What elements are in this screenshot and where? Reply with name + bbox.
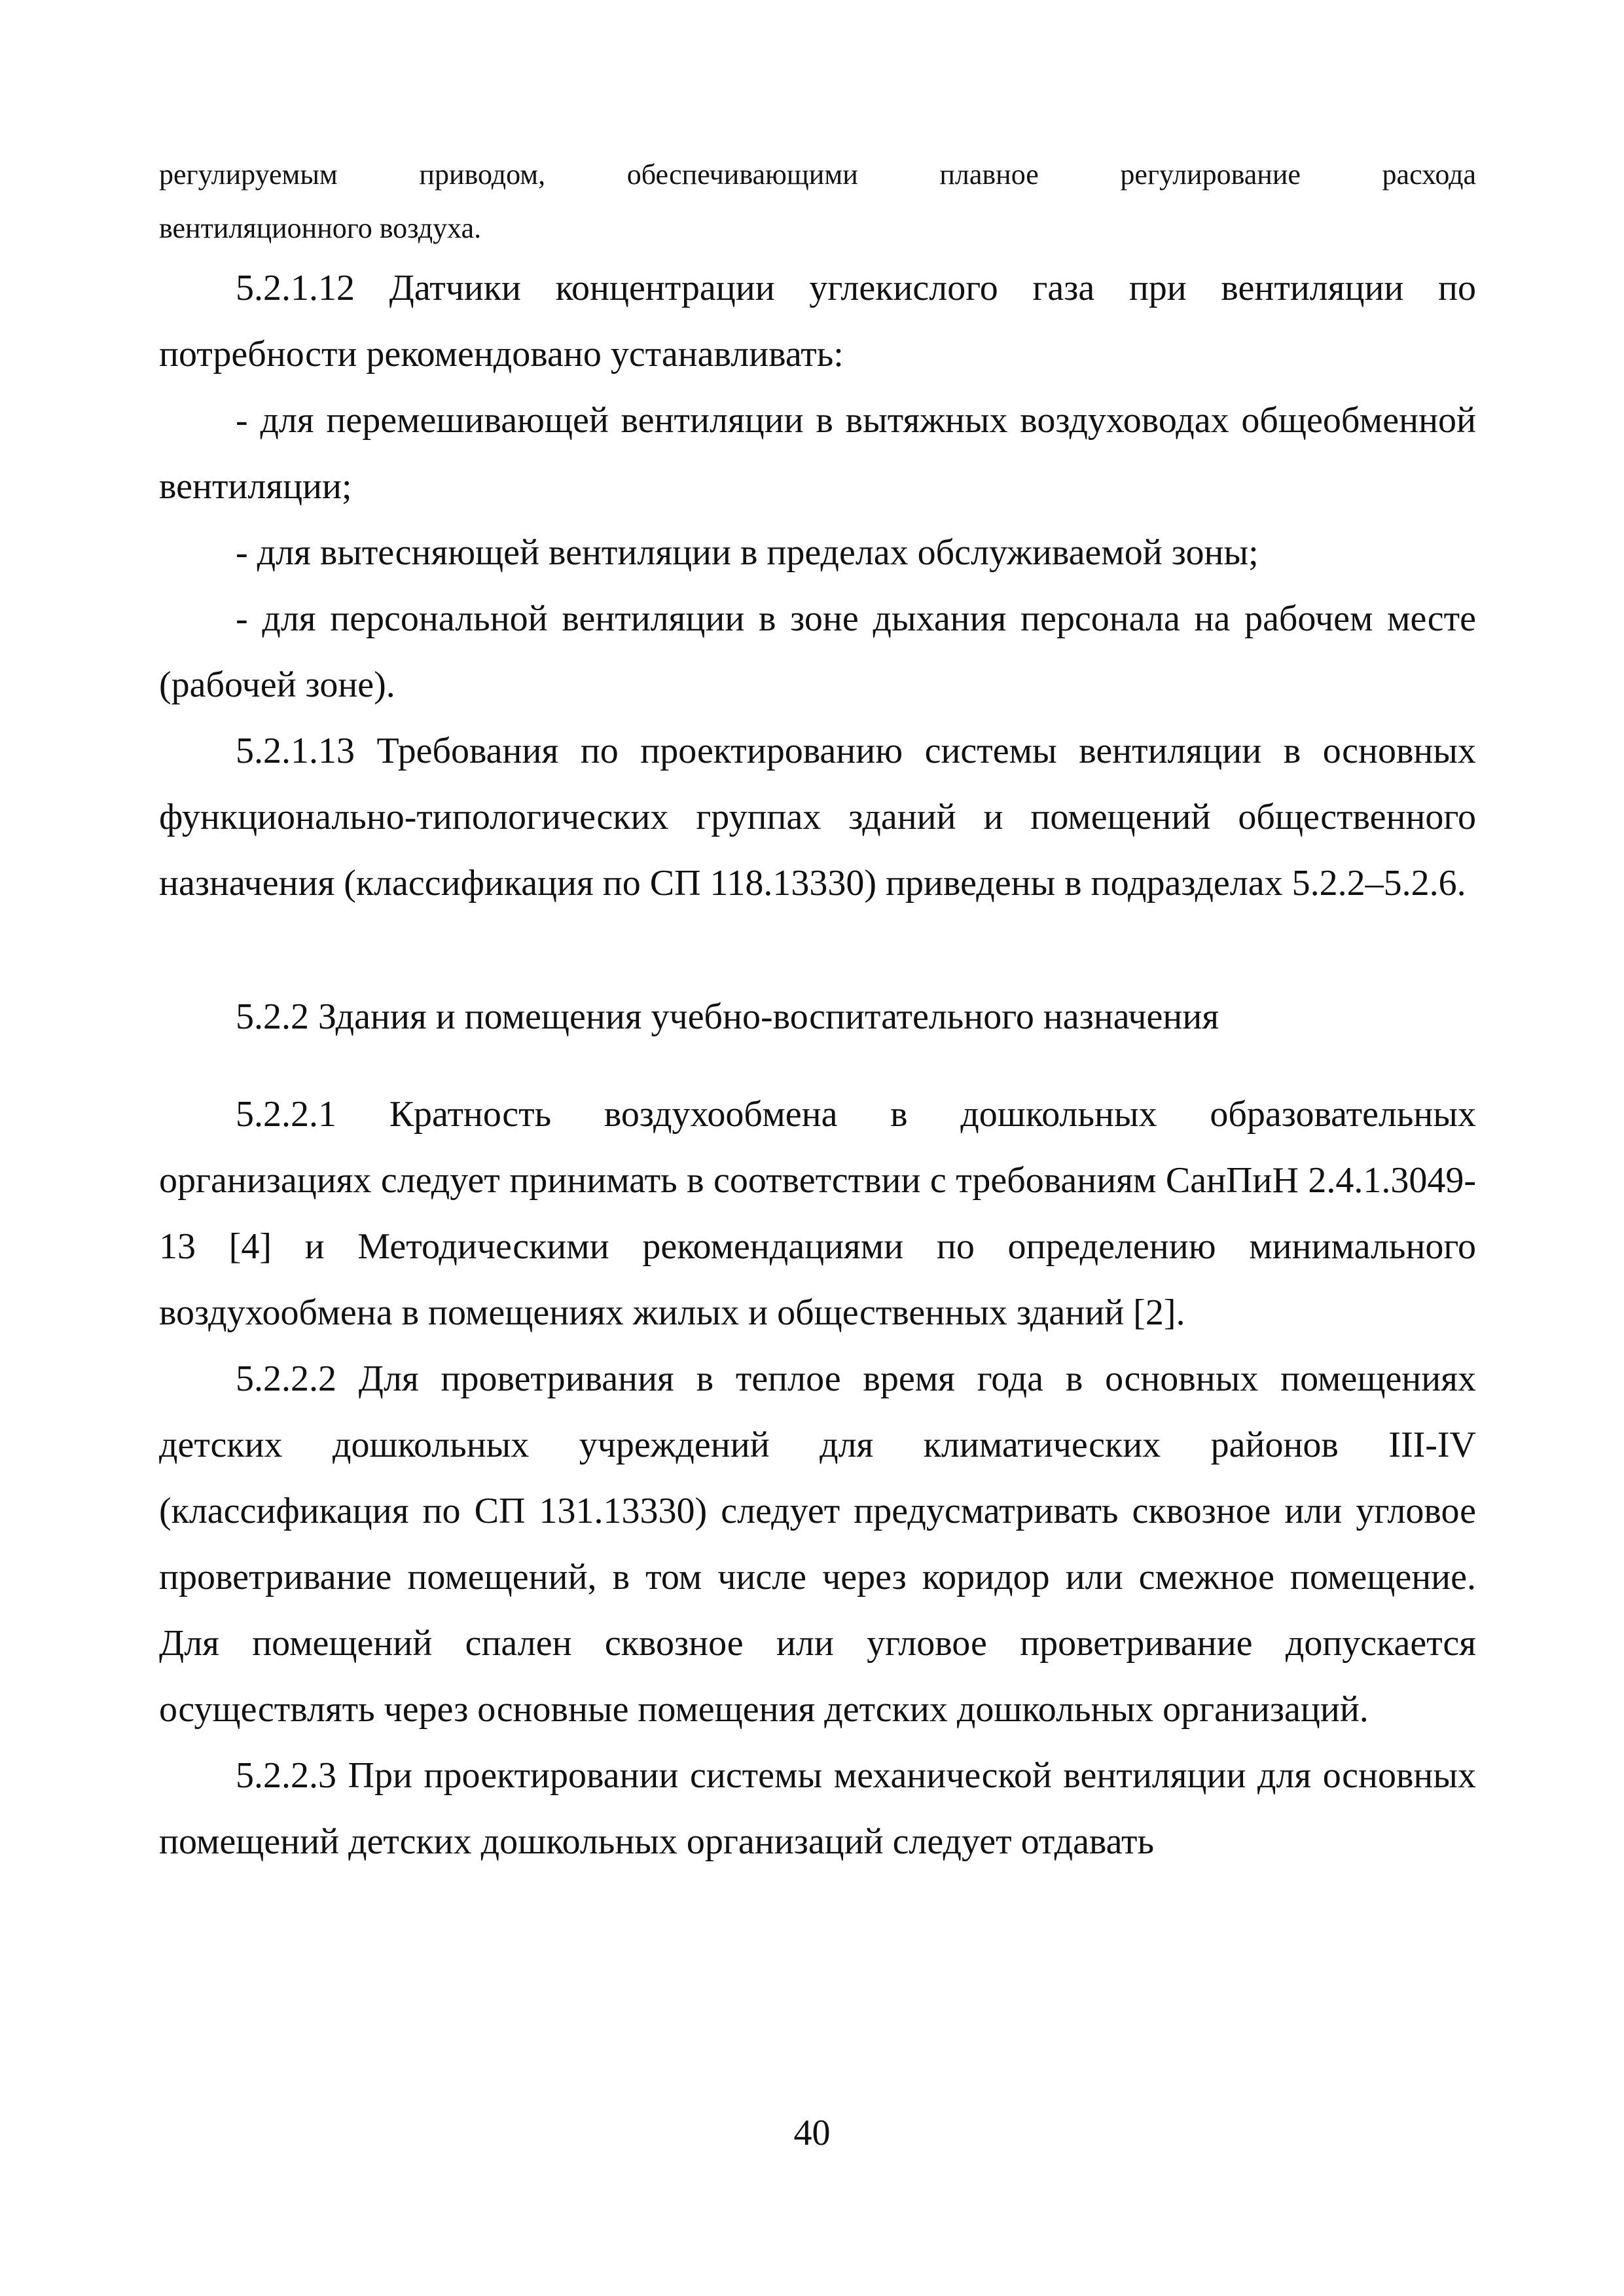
paragraph-5-2-2-1: 5.2.2.1 Кратность воздухообмена в дошкольных образовательных организациях следует принимать в соответствии с требованиям СанПиН 2.4.1.3049-13 [4] и Методическими рекомендациями по определению минимального воздухообмена в помещениях жилых и общественных зданий [2].: [159, 1094, 1476, 1333]
paragraph-5-2-1-12: 5.2.1.12 Датчики концентрации углекислого газа при вентиляции по потребности рекомендовано устанавливать:: [159, 268, 1476, 374]
paragraph-5-2-2-3: 5.2.2.3 При проектировании системы механической вентиляции для основных помещений детских дошкольных организаций следует отдавать: [159, 1755, 1476, 1862]
heading-spacer: [159, 1050, 1476, 1082]
section-spacer: [159, 917, 1476, 984]
list-item-mixing-ventilation: - для перемешивающей вентиляции в вытяжных воздуховодах общеобменной вентиляции;: [159, 400, 1476, 507]
continued-paragraph: [159, 148, 1476, 255]
paragraph-5-2-2-2: 5.2.2.2 Для проветривания в теплое время года в основных помещениях детских дошкольных учреждений для климатических районов III-IV (классификация по СП 131.13330) следует предусматривать сквозное или угловое проветривание помещений, в том числе через коридор или смежное помещение. Для помещений спален сквозное или угловое проветривание допускается осуществлять через основные помещения детских дошкольных организаций.: [159, 1358, 1476, 1730]
paragraph-5-2-1-13: 5.2.1.13 Требования по проектированию системы вентиляции в основных функционально-типологических группах зданий и помещений общественного назначения (классификация по СП 118.13330) приведены в подразделах 5.2.2–5.2.6.: [159, 731, 1476, 903]
page-number: 40: [793, 2113, 831, 2153]
continued-paragraph-line-2: вентиляционного воздуха.: [159, 212, 482, 244]
continued-paragraph-line-1: регулируемым приводом, обеспечивающими плавное регулирование расхода: [159, 158, 1476, 191]
section-heading: 5.2.2 Здания и помещения учебно-воспитательного назначения: [236, 996, 1219, 1037]
list-item-personal-ventilation: - для персональной вентиляции в зоне дыхания персонала на рабочем месте (рабочей зоне).: [159, 598, 1476, 705]
list-item-displacement-ventilation: - для вытесняющей вентиляции в пределах обслуживаемой зоны;: [236, 532, 1259, 573]
page-content: [159, 148, 1476, 1875]
